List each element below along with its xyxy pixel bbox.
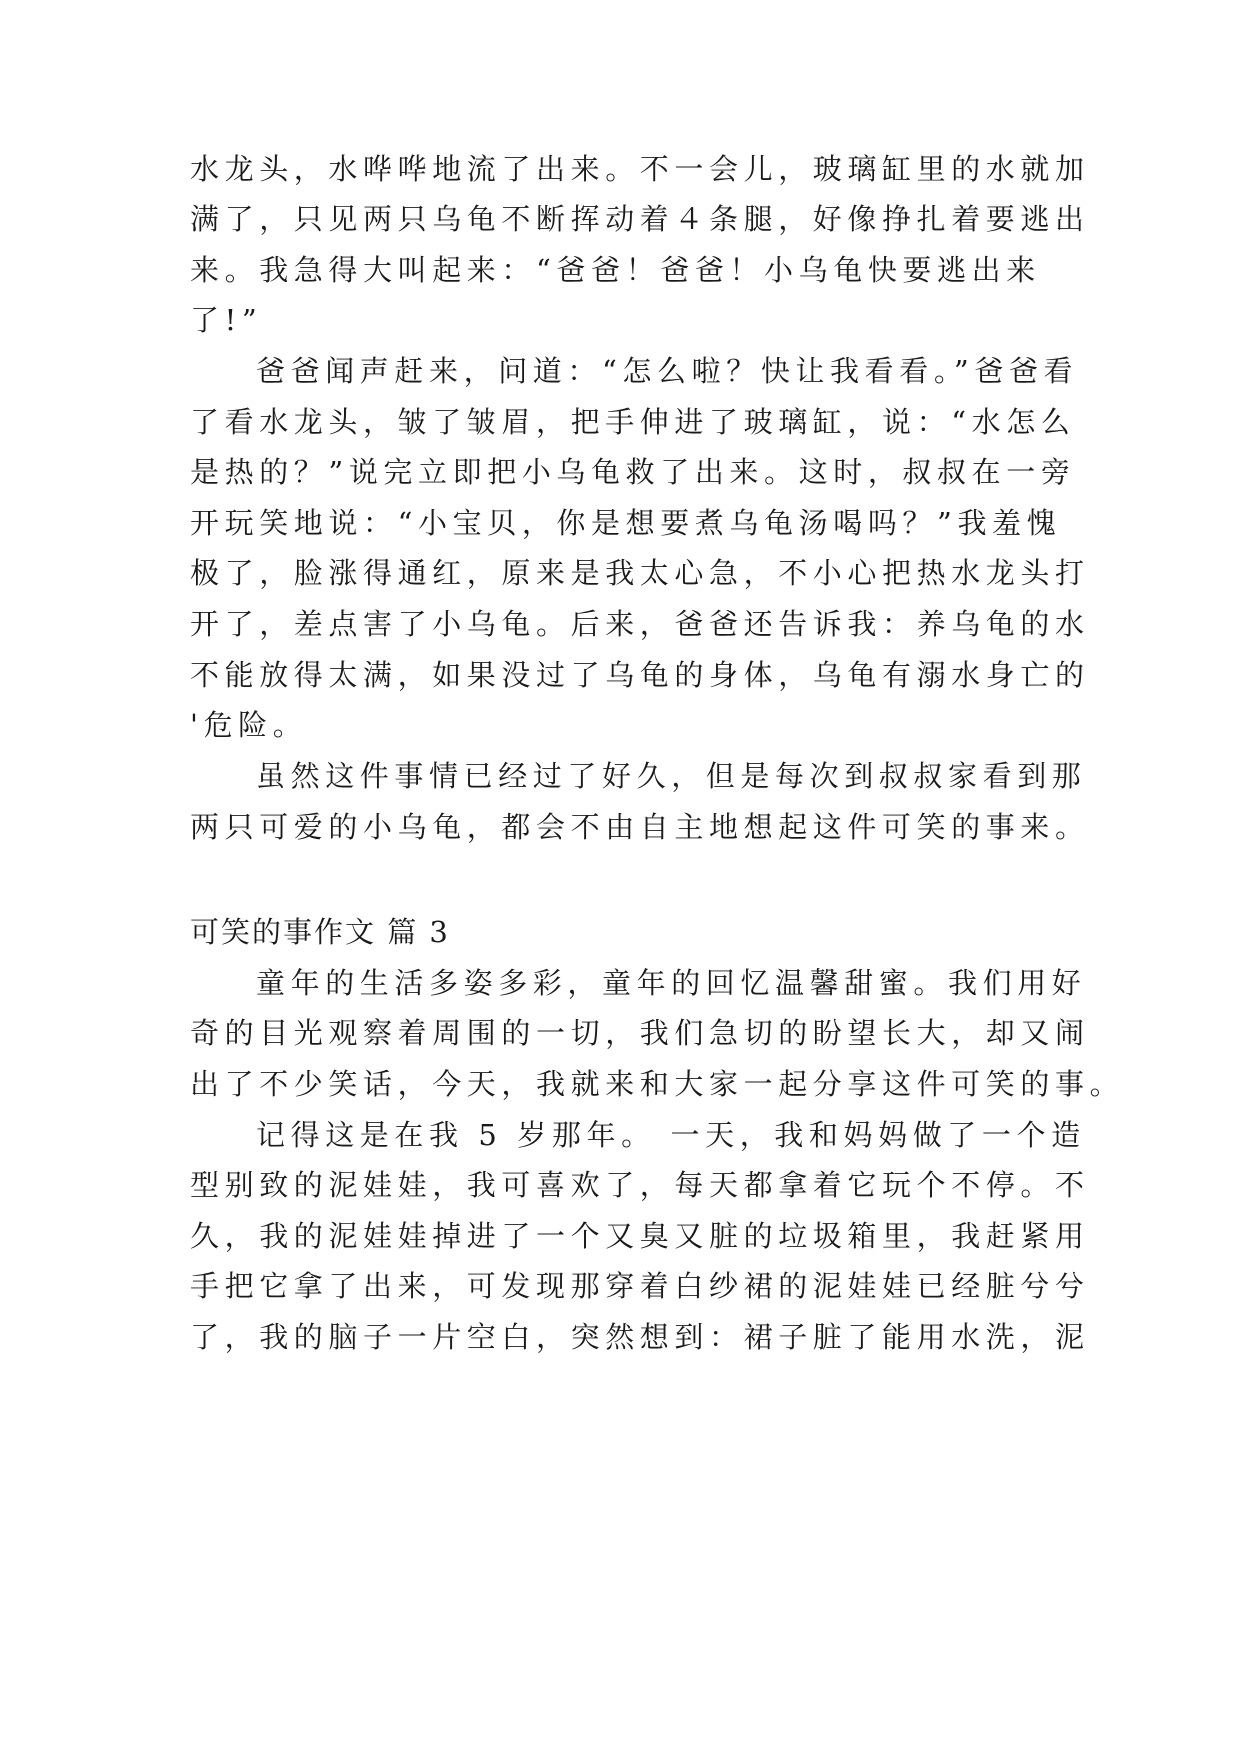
paragraph-line: 型别致的泥娃娃，我可喜欢了，每天都拿着它玩个不停。不 [190, 1168, 1090, 1202]
paragraph-line: 虽然这件事情已经过了好久，但是每次到叔叔家看到那 [256, 759, 1087, 793]
paragraph-line: 童年的生活多姿多彩，童年的回忆温馨甜蜜。我们用好 [256, 966, 1087, 1000]
paragraph-line: 两只可爱的小乌龟，都会不由自主地想起这件可笑的事来。 [190, 810, 1090, 844]
paragraph-line: 记得这是在我 5 岁那年。 一天，我和妈妈做了一个造 [256, 1118, 1086, 1152]
paragraph-line: 手把它拿了出来，可发现那穿着白纱裙的泥娃娃已经脏兮兮 [190, 1269, 1090, 1303]
paragraph-line: 了!” [190, 303, 263, 337]
paragraph-line: 了，我的脑子一片空白，突然想到：裙子脏了能用水洗，泥 [190, 1320, 1090, 1354]
paragraph-line: 不能放得太满，如果没过了乌龟的身体，乌龟有溺水身亡的 [190, 658, 1090, 692]
paragraph-line: 满了，只见两只乌龟不断挥动着４条腿，好像挣扎着要逃出 [190, 202, 1090, 236]
paragraph-line: 开了，差点害了小乌龟。后来，爸爸还告诉我：养乌龟的水 [190, 607, 1090, 641]
paragraph-line: 了看水龙头，皱了皱眉，把手伸进了玻璃缸，说：“水怎么 [190, 405, 1076, 439]
paragraph-line: 奇的目光观察着周围的一切，我们急切的盼望长大，却又闹 [190, 1016, 1090, 1050]
paragraph-line: 爸爸闻声赶来，问道：“怎么啦？快让我看看。”爸爸看 [256, 354, 1079, 388]
paragraph-line: 是热的？”说完立即把小乌龟救了出来。这时，叔叔在一旁 [190, 455, 1076, 489]
paragraph-line: 极了，脸涨得通红，原来是我太心急，不小心把热水龙头打 [190, 556, 1090, 590]
paragraph-line: 来。我急得大叫起来：“爸爸！爸爸！小乌龟快要逃出来 [190, 253, 1041, 287]
section-heading: 可笑的事作文 篇 3 [190, 915, 450, 949]
paragraph-line: 水龙头，水哗哗地流了出来。不一会儿，玻璃缸里的水就加 [190, 152, 1090, 186]
paragraph-line: 出了不少笑话，今天，我就来和大家一起分享这件可笑的事。 [190, 1067, 1125, 1101]
paragraph-line: '危险。 [190, 708, 308, 742]
paragraph-line: 开玩笑地说：“小宝贝，你是想要煮乌龟汤喝吗？”我羞愧 [190, 506, 1062, 540]
paragraph-line: 久，我的泥娃娃掉进了一个又臭又脏的垃圾箱里，我赶紧用 [190, 1219, 1090, 1253]
